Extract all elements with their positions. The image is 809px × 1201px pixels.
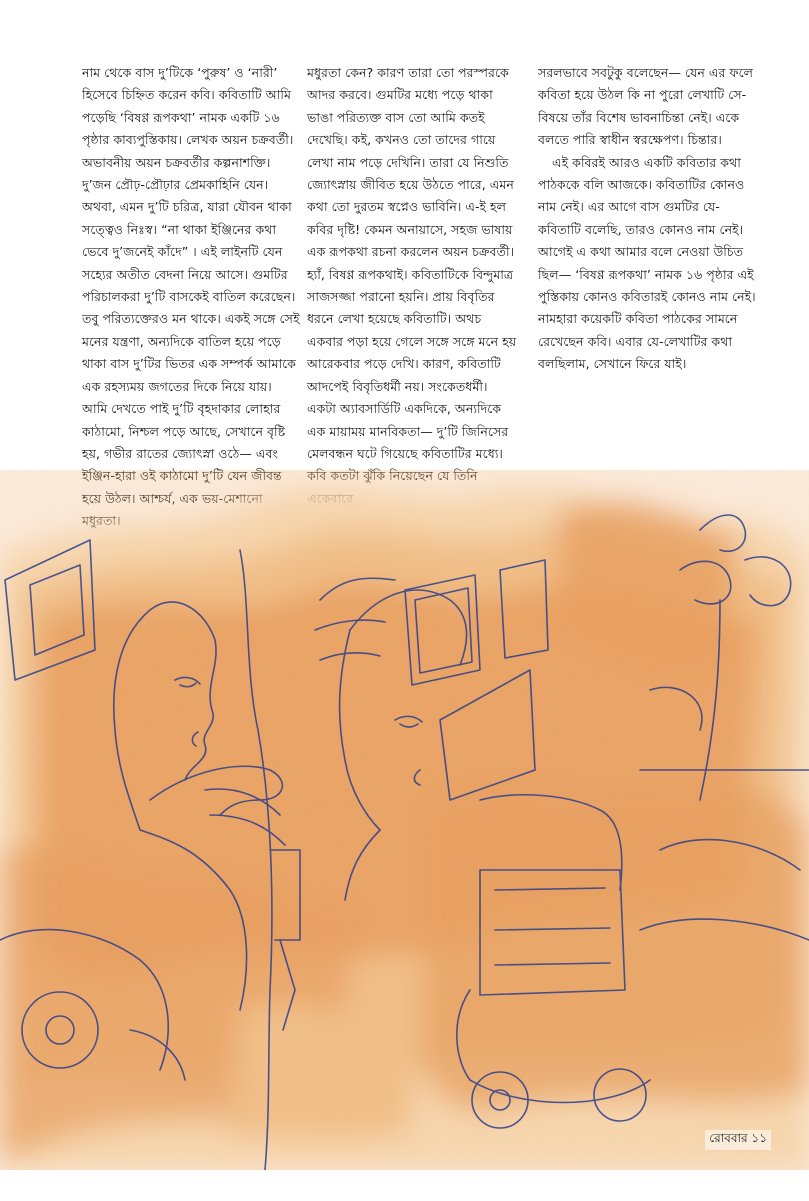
- column-2-paragraph-1: মধুরতা কেন? কারণ তারা তো পরস্পরকে আদর করবে। গুমটির মধ্যে পড়ে থাকা ভাঙা পরিত্যক্ত বাস তো আমি কতই দেখেছি। কই, কখনও তো তাদের গায়ে লেখা নাম পড়ে দেখিনি। তারা যে নিশুতি জ্যোৎস্নায় জীবিত হয়ে উঠতে পারে, এমন কথা তো দুরতম স্বপ্নেও ভাবিনি। এ-ই হল কবির দৃষ্টি! কেমন অনায়াসে, সহজ ভাষায় এক রূপকথা রচনা করলেন অয়ন চক্রবর্তী। হ্যাঁ, বিষণ্ণ রূপকথাই। কবিতাটিকে বিন্দুমাত্র সাজসজ্জা পরানো হয়নি। প্রায় বিবৃতির ধরনে লেখা হয়েছে কবিতাটি। অথচ একবার পড়া হয়ে গেলে সঙ্গে সঙ্গে মনে হয় আরেকবার পড়ে দেখি। কারণ, কবিতাটি আদপেই বিবৃতিধর্মী নয়। সংকেতধর্মী। একটা অ্যাবসার্ডিটি একদিকে, অন্যদিকে এক মায়াময় মানবিকতা— দু’টি জিনিসের মেলবন্ধন ঘটে গিয়েছে কবিতাটির মধ্যে। কবি কতটা ঝুঁকি নিয়েছেন যে তিনি: [307, 65, 517, 484]
- article-column-3: [538, 62, 760, 376]
- article-column-2: [307, 62, 519, 510]
- crayon-illustration-icon: [0, 470, 809, 1170]
- column-1-paragraph-1: নাম থেকে বাস দু’টিকে ‘পুরুষ’ ও ‘নারী’ হিসেবে চিহ্নিত করেন কবি। কবিতাটি আমি পড়েছি ‘বিষণ্ণ রূপকথা’ নামক একটি ১৬ পৃষ্ঠার কাব্যপুস্তিকায়। লেখক অয়ন চক্রবর্তী। অভাবনীয় অয়ন চক্রবর্তীর কল্পনাশক্তি। দু’জন প্রৌঢ়-প্রৌঢ়ার প্রেমকাহিনি যেন। অথবা, এমন দু’টি চরিত্র, যারা যৌবন থাকা সত্ত্বেও নিঃস্ব। “না থাকা ইঞ্জিনের কথা ভেবে দু’জনেই কাঁদে” । এই লাইনটি যেন সহ্যের অতীত বেদনা নিয়ে আসে। গুমটির পরিচালকরা দু’টি বাসকেই বাতিল করেছেন। তবু পরিত্যক্তেরও মন থাকে। একই সঙ্গে সেই মনের যন্ত্রণা, অন্যদিকে বাতিল হয়ে পড়ে থাকা বাস দু’টির ভিতর এক সম্পর্ক আমাকে এক রহস্যময় জগতের দিকে নিয়ে যায়। আমি দেখতে পাই দু’টি বৃহদাকার লোহার কাঠামো, নিশ্চল পড়ে আছে, সেখানে বৃষ্টি হয়, গভীর রাতের জ্যোৎস্না ওঠে— এবং ইঞ্জিন-হারা ওই কাঠামো দু’টি যেন জীবন্ত হয়ে উঠল। আশ্চর্য, এক ভয়-মেশানো মধুরতা।: [82, 65, 300, 529]
- column-3-paragraph-2: এই কবিরই আরও একটি কবিতার কথা পাঠককে বলি আজকে। কবিতাটির কোনও নাম নেই। এর আগে বাস গুমটির যে-কবিতাটি বলেছি, তারও কোনও নাম নেই। আগেই এ কথা আমার বলে নেওয়া উচিত ছিল— ‘বিষণ্ণ রূপকথা’ নামক ১৬ পৃষ্ঠার এই পুস্তিকায় কোনও কবিতারই কোনও নাম নেই। নামহারা কয়েকটি কবিতা পাঠকের সামনে রেখেছেন কবি। এবার যে-লেখাটির কথা বলছিলাম, সেখানে ফিরে যাই।: [538, 154, 756, 372]
- article-column-1: [82, 62, 300, 533]
- column-3-paragraph-1: সরলভাবে সবটুকু বলেছেন— যেন এর ফলে কবিতা হয়ে উঠল কি না পুরো লেখাটি সে-বিষয়ে তাঁর বিশেষ ভাবনাচিন্তা নেই। একে বলতে পারি স্বাধীন স্বরক্ষেপণ। চিন্তার।: [538, 65, 754, 148]
- footer-page-label: রোববার ১১: [705, 1130, 771, 1150]
